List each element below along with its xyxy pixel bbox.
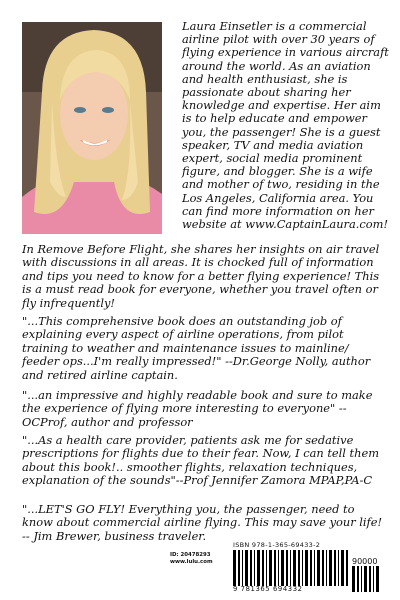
barcode-bar: [293, 550, 296, 586]
barcode-bar: [329, 550, 332, 586]
price-barcode-bars: [352, 566, 382, 592]
barcode-bar: [314, 550, 315, 586]
barcode-bar: [302, 550, 303, 586]
barcode-bar: [376, 566, 379, 592]
isbn-label: ISBN 978-1-365-69433-2: [233, 541, 321, 549]
barcode-bar: [346, 550, 348, 586]
barcode-bar: [238, 550, 240, 586]
barcode-bar: [254, 550, 255, 586]
price-code: 90000: [352, 557, 378, 566]
barcode-digits: 9 781365 694332: [233, 585, 303, 593]
barcode-bar: [281, 550, 284, 586]
barcode-bar: [262, 550, 264, 586]
barcode-bars: [233, 550, 351, 586]
lulu-id: ID: 20478293: [170, 552, 211, 558]
barcode-bar: [357, 566, 359, 592]
author-photo: [22, 22, 162, 234]
review-quote: "...LET'S GO FLY! Everything you, the passenger, need to know about commercial airline flying. This may save your life! -- Jim Brewer, business traveler.: [22, 502, 383, 543]
barcode-bar: [305, 550, 308, 586]
publisher-id: [170, 552, 220, 565]
barcode-bar: [310, 550, 312, 586]
barcode-bar: [298, 550, 300, 586]
review-quote: "...an impressive and highly readable book and sure to make the experience of flying more interesting to everyone" --OCProf, author and professor: [22, 388, 373, 429]
barcode-bar: [269, 550, 272, 586]
barcode-bar: [334, 550, 336, 586]
book-intro: In Remove Before Flight, she shares her insights on air travel with discussions in all areas. It is chocked full of information and tips you need to know for a better flying experience! This is a must read book for everyone, whether you travel often or fly infrequently!: [22, 242, 380, 310]
author-bio: Laura Einsetler is a commercial airline pilot with over 30 years of flying experience in various aircraft around the world. As an aviation and health enthusiast, she is passionate about sharing her knowledge and expertise. Her aim is to help educate and empower you, the passenger! She is a guest speaker, TV and media aviation expert, social media prominent figure, and blogger. She is a wife and mother of two, residing in the Los Angeles, California area. You can find more information on her website at www.CaptainLaura.com!: [182, 19, 389, 232]
barcode-bar: [286, 550, 288, 586]
barcode-bar: [278, 550, 279, 586]
barcode-bar: [341, 550, 344, 586]
barcode-bar: [250, 550, 252, 586]
barcode-bar: [364, 566, 367, 592]
barcode-bar: [326, 550, 327, 586]
lulu-site: www.lulu.com: [170, 558, 213, 565]
review-quote: "...As a health care provider, patients ask me for sedative prescriptions for flights due to their fear. Now, I can tell them about this book!.. smoother flights, relaxation techniques, explanation of the sounds"--Prof Jennifer Zamora MPAP,PA-C: [22, 433, 379, 488]
barcode-bar: [257, 550, 260, 586]
barcode-bar: [352, 566, 355, 592]
barcode-bar: [274, 550, 276, 586]
barcode-bar: [242, 550, 243, 586]
barcode-bar: [361, 566, 362, 592]
review-quote: "...This comprehensive book does an outstanding job of explaining every aspect of airline operations, from pilot training to weather and maintenance issues to mainline/ feeder ops...I'm really impressed!" --Dr.George Nolly, author and retired airline captain.: [22, 314, 371, 382]
barcode-bar: [233, 550, 236, 586]
barcode-bar: [317, 550, 320, 586]
barcode-bar: [266, 550, 267, 586]
barcode-bar: [369, 566, 371, 592]
barcode-bar: [245, 550, 248, 586]
barcode-bar: [338, 550, 339, 586]
barcode-bar: [322, 550, 324, 586]
barcode-bar: [373, 566, 374, 592]
barcode-bar: [290, 550, 291, 586]
